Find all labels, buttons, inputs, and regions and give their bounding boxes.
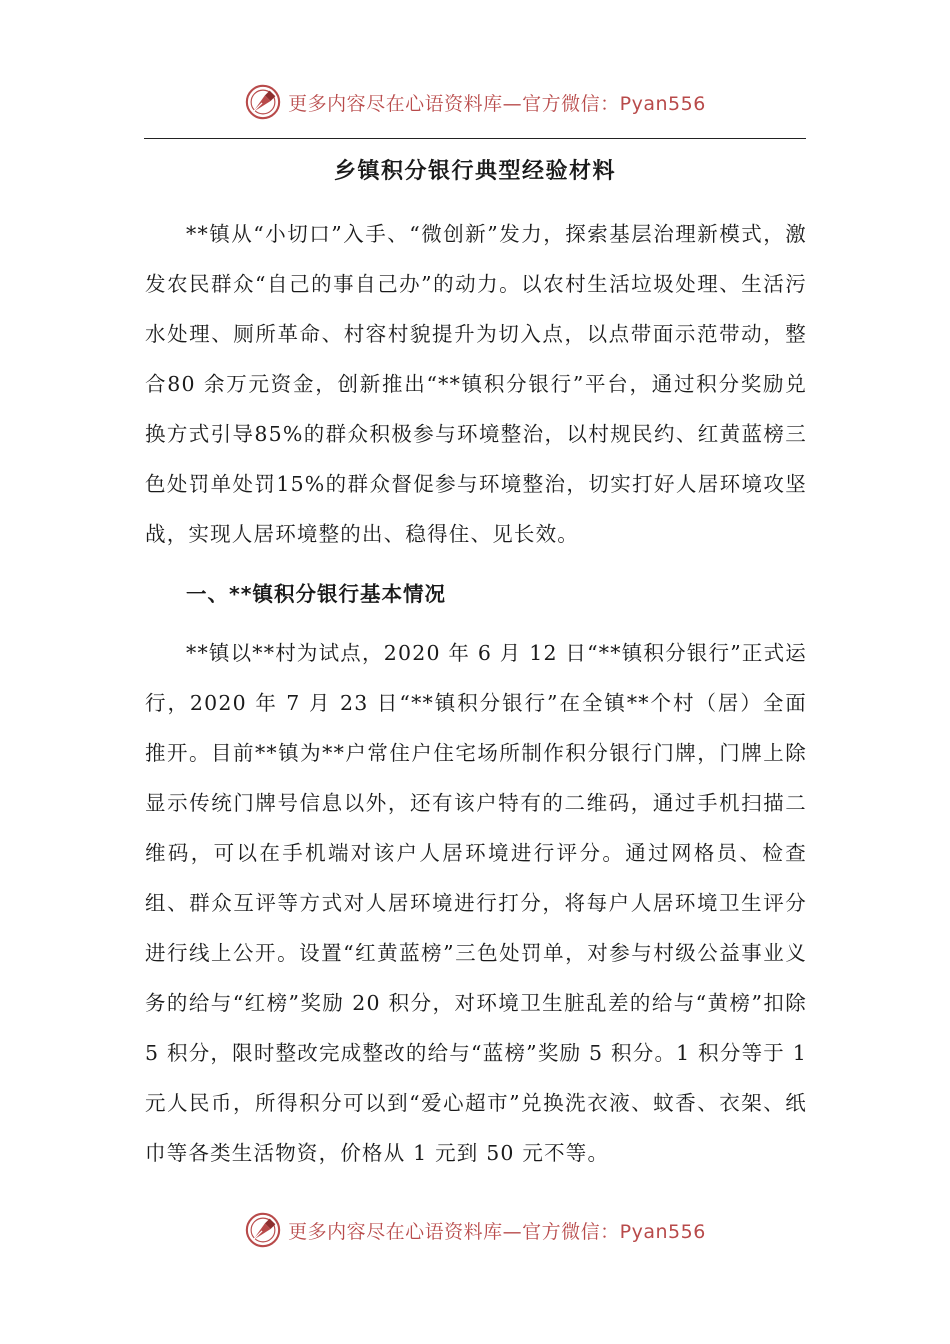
document-body bbox=[145, 209, 807, 1178]
pen-nib-circle-icon bbox=[244, 83, 282, 121]
section-heading: 一、**镇积分银行基本情况 bbox=[186, 582, 446, 606]
pen-nib-circle-icon bbox=[244, 1211, 282, 1249]
footer-banner-text: 更多内容尽在心语资料库—官方微信：Pyan556 bbox=[288, 1220, 706, 1243]
header-banner-text: 更多内容尽在心语资料库—官方微信：Pyan556 bbox=[288, 92, 706, 115]
document-title: 乡镇积分银行典型经验材料 bbox=[333, 159, 616, 184]
footer-banner bbox=[0, 1208, 950, 1252]
header-banner bbox=[0, 80, 950, 124]
body-paragraph: **镇以**村为试点，2020 年 6 月 12 日“**镇积分银行”正式运行，2020 年 7 月 23 日“**镇积分银行”在全镇**个村（居）全面推开。目前**镇为**户常住户住宅场所制作积分银行门牌，门牌上除显示传统门牌号信息以外，还有该户特有的二维码，通过手机扫描二维码，可以在手机端对该户人居环境进行评分。通过网格员、检查组、群众互评等方式对人居环境进行打分，将每户人居环境卫生评分进行线上公开。设置“红黄蓝榜”三色处罚单，对参与村级公益事业义务的给与“红榜”奖励 20 积分，对环境卫生脏乱差的给与“黄榜”扣除 5 积分，限时整改完成整改的给与“蓝榜”奖励 5 积分。1 积分等于 1 元人民币，所得积分可以到“爱心超市”兑换洗衣液、蚊香、衣架、纸巾等各类生活物资，价格从 1 元到 50 元不等。 bbox=[145, 641, 807, 1165]
intro-paragraph: **镇从“小切口”入手、“微创新”发力，探索基层治理新模式，激发农民群众“自己的事自己办”的动力。以农村生活垃圾处理、生活污水处理、厕所革命、村容村貌提升为切入点，以点带面示范带动，整合80 余万元资金，创新推出“**镇积分银行”平台，通过积分奖励兑换方式引导85%的群众积极参与环境整治，以村规民约、红黄蓝榜三色处罚单处罚15%的群众督促参与环境整治，切实打好人居环境攻坚战，实现人居环境整的出、稳得住、见长效。 bbox=[145, 222, 807, 546]
header-divider bbox=[144, 138, 806, 139]
